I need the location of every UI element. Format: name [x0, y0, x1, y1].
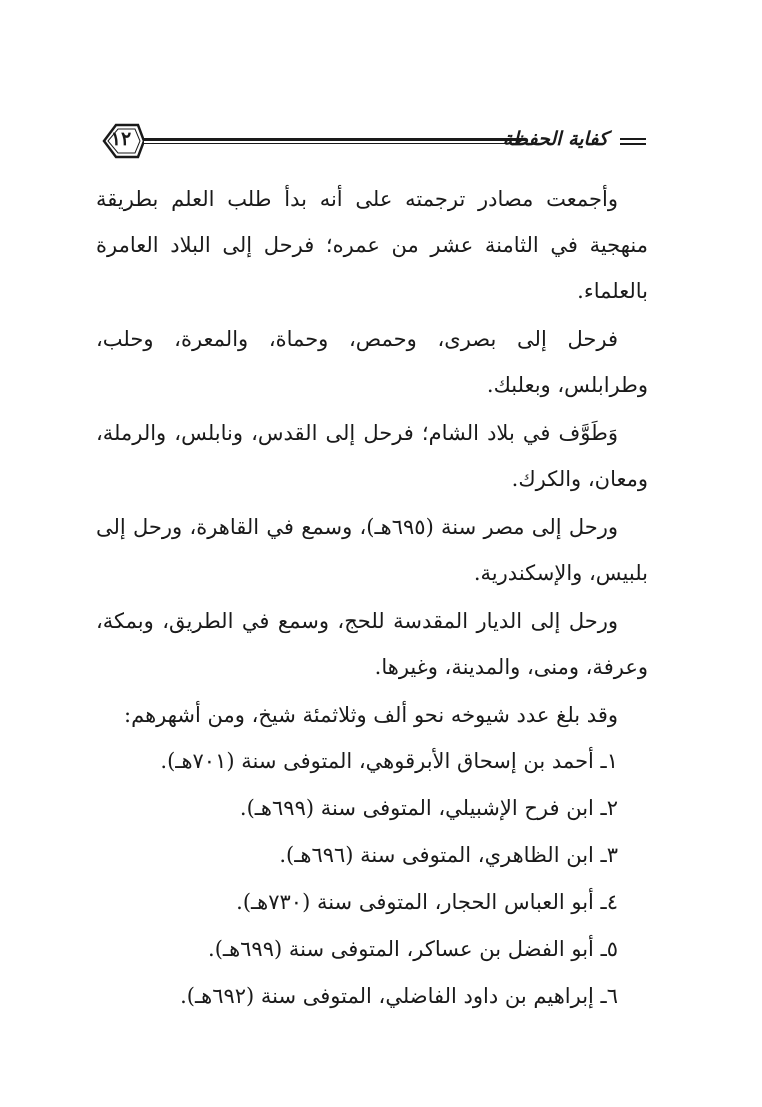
list-item: ٢ـ ابن فرح الإشبيلي، المتوفى سنة (٦٩٩هـ). [239, 796, 618, 820]
list-item: ٣ـ ابن الظاهري، المتوفى سنة (٦٩٦هـ). [279, 843, 618, 867]
paragraph-travel-egypt: ورحل إلى مصر سنة (٦٩٥هـ)، وسمع في القاهرة، ورحل إلى بلبيس، والإسكندرية. [96, 515, 648, 585]
teachers-intro: وقد بلغ عدد شيوخه نحو ألف وثلاثمئة شيخ، ومن أشهرهم: [124, 703, 618, 727]
paragraph-travel-cities: فرحل إلى بصرى، وحمص، وحماة، والمعرة، وحلب، وطرابلس، وبعلبك. [96, 327, 648, 397]
list-item: ١ـ أحمد بن إسحاق الأبرقوهي، المتوفى سنة (٧٠١هـ). [160, 749, 618, 773]
page-header [98, 120, 646, 166]
running-title: كفاية الحفظة [502, 128, 608, 150]
header-double-rule [144, 138, 526, 146]
title-dash-ornament [620, 138, 646, 146]
list-item: ٥ـ أبو الفضل بن عساكر، المتوفى سنة (٦٩٩هـ). [208, 937, 618, 961]
paragraph-travel-sham: وَطَوَّف في بلاد الشام؛ فرحل إلى القدس، ونابلس، والرملة، ومعان، والكرك. [96, 421, 648, 491]
list-item: ٤ـ أبو العباس الحجار، المتوفى سنة (٧٣٠هـ). [236, 890, 618, 914]
paragraph-study-start: وأجمعت مصادر ترجمته على أنه بدأ طلب العلم بطريقة منهجية في الثامنة عشر من عمره؛ فرحل إلى البلاد العامرة بالعلماء. [96, 187, 648, 303]
page-number-badge [98, 120, 144, 162]
list-item: ٦ـ إبراهيم بن داود الفاضلي، المتوفى سنة (٦٩٢هـ). [180, 984, 618, 1008]
paragraph-travel-hijaz: ورحل إلى الديار المقدسة للحج، وسمع في الطريق، وبمكة، وعرفة، ومنى، والمدينة، وغيرها. [96, 609, 648, 679]
page-number: ١٢ [110, 128, 132, 150]
teachers-list [96, 738, 648, 1020]
body-text [96, 176, 648, 1020]
